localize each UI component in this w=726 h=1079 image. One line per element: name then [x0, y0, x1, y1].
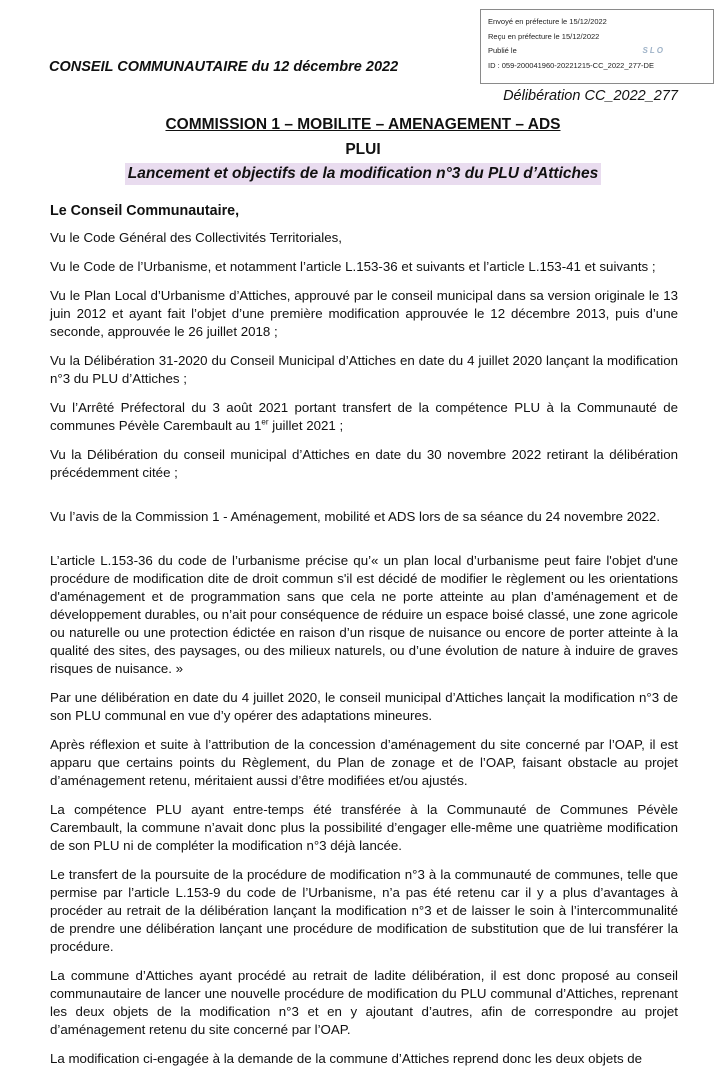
stamp-id: ID : 059-200041960-20221215-CC_2022_277-DE [488, 60, 654, 70]
subject-line [0, 163, 726, 185]
arrete-superscript: er [261, 417, 269, 427]
paragraph-transfert: Le transfert de la poursuite de la procédure de modification n°3 à la communauté de communes, telle que permise par l’article L.153-9 du code de l’Urbanisme, n’a pas été retenu car il y a plus d’avantages à procéder au retrait de la délibération lançant la modification n°3 et de laisser le soin à l’intercommunalité de prendre une délibération lançant une procédure de modification de substitution que de lui transférer la procédure. [50, 867, 678, 954]
stamp-logo: SLO [642, 46, 665, 56]
arrete-text-b: juillet 2021 ; [268, 418, 344, 433]
paragraph-visa-plu: Vu le Plan Local d’Urbanisme d’Attiches, approuvé par le conseil municipal dans sa version originale le 13 juin 2012 et ayant fait l’objet d’une première modification approuvée le 12 décembre 2013, puis d’une seconde, approuvée le 26 juillet 2018 ; [50, 288, 678, 339]
paragraph-visa-commission: Vu l’avis de la Commission 1 - Aménagement, mobilité et ADS lors de sa séance du 24 novembre 2022. [50, 509, 661, 524]
stamp-sent: Envoyé en préfecture le 15/12/2022 [488, 17, 607, 26]
commission-title: COMMISSION 1 – MOBILITE – AMENAGEMENT – ADS [165, 116, 561, 133]
council-session-title: CONSEIL COMMUNAUTAIRE du 12 décembre 2022 [49, 59, 399, 75]
document-body [50, 202, 678, 1079]
intro-line: Le Conseil Communautaire, [50, 203, 240, 219]
paragraph-modification: La modification ci-engagée à la demande de la commune d’Attiches reprend donc les deux objets de [50, 1051, 643, 1066]
paragraph-deliberation-2020: Par une délibération en date du 4 juillet 2020, le conseil municipal d’Attiches lançait la modification n°3 de son PLU communal en vue d’y opérer des adaptations mineures. [50, 690, 678, 723]
paragraph-visa-cgct: Vu le Code Général des Collectivités Territoriales, [50, 230, 342, 245]
deliberation-reference: Délibération CC_2022_277 [503, 88, 678, 104]
subject-title: Lancement et objectifs de la modification n°3 du PLU d’Attiches [125, 163, 601, 185]
paragraph-competence: La compétence PLU ayant entre-temps été transférée à la Communauté de Communes Pévèle Carembault, la commune n’avait donc plus la possibilité d’engager elle-même une quatrième modification de son PLU ni de compléter la modification n°3 déjà lancée. [50, 802, 678, 853]
stamp-published [488, 44, 705, 59]
arrete-text-a: Vu l’Arrêté Préfectoral du 3 août 2021 portant transfert de la compétence PLU à la Communauté de communes Pévèle Carembault au 1 [50, 400, 678, 433]
paragraph-visa-arrete [50, 399, 678, 435]
paragraph-visa-urbanisme: Vu le Code de l’Urbanisme, et notamment l’article L.153-36 et suivants et l’article L.153-41 et suivants ; [50, 259, 656, 274]
stamp-received: Reçu en préfecture le 15/12/2022 [488, 31, 600, 41]
paragraph-proposition: La commune d’Attiches ayant procédé au retrait de ladite délibération, il est donc proposé au conseil communautaire de lancer une nouvelle procédure de modification du PLU communal d’Attiches, reprenant les deux objets de la modification n°3 et en y ajoutant d’autres, afin de correspondre au projet d’aménagement retenu du site concerné par l’OAP. [50, 968, 678, 1037]
paragraph-reflexion: Après réflexion et suite à l’attribution de la concession d’aménagement du site concerné par l’OAP, il est apparu que certains points du Règlement, du Plan de zonage et de l’OAP, faisant obstacle au projet d’aménagement retenu, méritaient aussi d’être modifiées et/ou ajustés. [50, 737, 678, 788]
section-title: PLUI [345, 141, 381, 158]
prefecture-stamp [480, 9, 714, 84]
paragraph-article-l153-36: L’article L.153-36 du code de l’urbanisme précise qu’« un plan local d’urbanisme peut faire l'objet d'une procédure de modification dite de droit commun s'il est décidé de modifier le règlement ou les orientations d'aménagement et de programmation sans que cela ne porte atteinte au plan d’aménagement et de développement durables, ou n’ait pour conséquence de réduire un espace boisé classé, une zone agricole ou naturelle ou une protection édictée en raison d’un risque de nuisance ou encore de porter atteinte à la qualité des sites, des paysages, ou des milieux naturels, ou d’une évolution de nature à induire de graves risques de nuisance. » [50, 553, 678, 676]
paragraph-visa-retrait: Vu la Délibération du conseil municipal d’Attiches en date du 30 novembre 2022 retirant la délibération précédemment citée ; [50, 447, 678, 480]
paragraph-visa-deliberation-2020: Vu la Délibération 31-2020 du Conseil Municipal d’Attiches en date du 4 juillet 2020 lançant la modification n°3 du PLU d’Attiches ; [50, 353, 678, 386]
stamp-published-label: Publié le [488, 46, 517, 56]
